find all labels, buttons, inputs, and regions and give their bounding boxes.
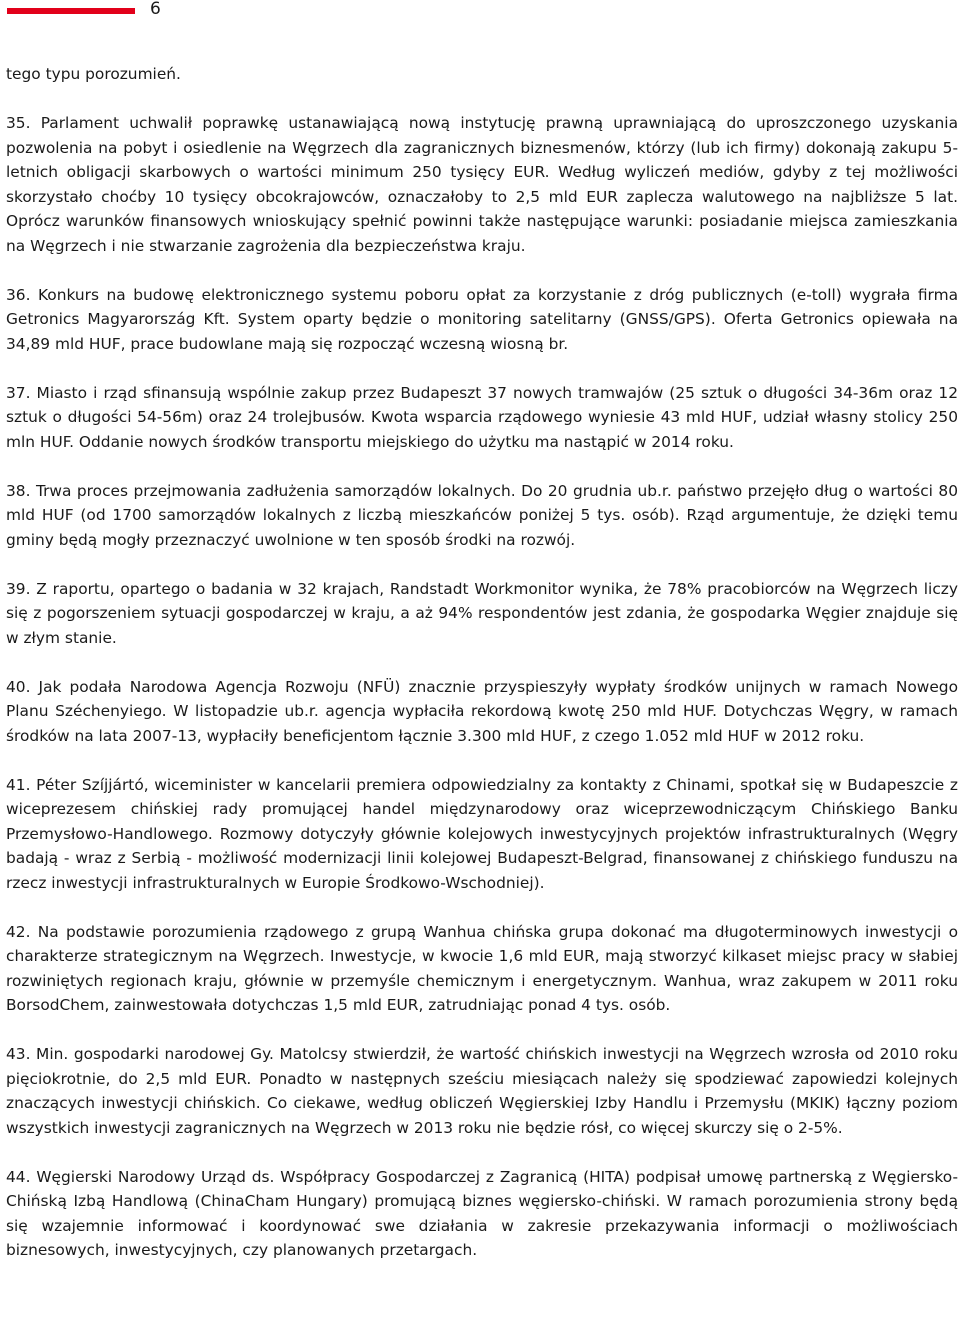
- page-number: 6: [150, 0, 161, 19]
- paragraph-40: 40. Jak podała Narodowa Agencja Rozwoju (NFÜ) znacznie przyspieszyły wypłaty środków unijnych w ramach Nowego Planu Széchenyiego. W listopadzie ub.r. agencja wypłaciła rekordową kwotę 250 mld HUF. Dotychczas Węgry, w ramach środków na lata 2007-13, wypłaciły beneficjentom łącznie 3.300 mld HUF, z czego 1.052 mld HUF w 2012 roku.: [6, 677, 958, 745]
- paragraph-35: 35. Parlament uchwalił poprawkę ustanawiającą nową instytucję prawną uprawniającą do uproszczonego uzyskania pozwolenia na pobyt i osiedlenie na Węgrzech dla zagranicznych biznesmenów, którzy (lub ich firmy) dokonają zakupu 5-letnich obligacji skarbowych o wartości minimum 250 tysięcy EUR. Według wyliczeń mediów, gdyby z tej możliwości skorzystało choćby 10 tysięcy obcokrajowców, oznaczałoby to 2,5 mld EUR zaplecza walutowego na najbliższe 5 lat. Oprócz warunków finansowych wnioskujący spełnić powinni także następujące warunki: posiadanie miejsca zamieszkania na Węgrzech i nie stwarzanie zagrożenia dla bezpieczeństwa kraju.: [6, 114, 958, 255]
- paragraph-44: 44. Węgierski Narodowy Urząd ds. Współpracy Gospodarczej z Zagranicą (HITA) podpisał umowę partnerską z Węgiersko-Chińską Izbą Handlową (ChinaCham Hungary) promującą biznes węgiersko-chiński. W ramach porozumienia strony będą się wzajemnie informować i koordynować swe działania w zakresie przekazywania informacji o możliwościach biznesowych, inwestycyjnych, czy planowanych przetargach.: [6, 1167, 958, 1259]
- paragraph-38: 38. Trwa proces przejmowania zadłużenia samorządów lokalnych. Do 20 grudnia ub.r. państwo przejęło dług o wartości 80 mld HUF (od 1700 samorządów lokalnych z liczbą mieszkańców poniżej 5 tys. osób). Rząd argumentuje, że dzięki temu gminy będą mogły przeznaczyć uwolnione w ten sposób środki na rozwój.: [6, 481, 958, 549]
- paragraph-37: 37. Miasto i rząd sfinansują wspólnie zakup przez Budapeszt 37 nowych tramwajów (25 sztuk o długości 34-36m oraz 12 sztuk o długości 54-56m) oraz 24 trolejbusów. Kwota wsparcia rządowego wyniesie 43 mld HUF, udział własny stolicy 250 mln HUF. Oddanie nowych środków transportu miejskiego do użytku ma nastąpić w 2014 roku.: [6, 383, 958, 451]
- paragraph-36: 36. Konkurs na budowę elektronicznego systemu poboru opłat za korzystanie z dróg publicznych (e-toll) wygrała firma Getronics Magyarország Kft. System oparty będzie o monitoring satelitarny (GNSS/GPS). Oferta Getronics opiewała na 34,89 mld HUF, prace budowlane mają się rozpocząć wczesną wiosną br.: [6, 285, 958, 353]
- page-header: [0, 0, 960, 30]
- paragraph-43: 43. Min. gospodarki narodowej Gy. Matolcsy stwierdził, że wartość chińskich inwestycji na Węgrzech wzrosła od 2010 roku pięciokrotnie, do 2,5 mld EUR. Ponadto w następnych sześciu miesiącach należy się spodziewać zapowiedzi kolejnych znaczących inwestycji chińskich. Co ciekawe, według obliczeń Węgierskiej Izby Handlu i Przemysłu (MKIK) łączny poziom wszystkich inwestycji zagranicznych na Węgrzech w 2013 roku nie będzie rósł, co więcej skurczy się o 2-5%.: [6, 1045, 958, 1137]
- document-body: [6, 62, 958, 1287]
- paragraph-42: 42. Na podstawie porozumienia rządowego z grupą Wanhua chińska grupa dokonać ma długoterminowych inwestycji o charakterze strategicznym na Węgrzech. Inwestycje, w kwocie 1,6 mld EUR, mają stworzyć kilkaset miejsc pracy w słabiej rozwiniętych regionach kraju, głównie w przemyśle chemicznym i energetycznym. Wanhua, wraz zakupem w 2011 roku BorsodChem, zainwestowała dotychczas 1,5 mld EUR, zatrudniając ponad 4 tys. osób.: [6, 922, 958, 1014]
- paragraph-continuation: tego typu porozumień.: [6, 65, 181, 83]
- header-accent-bar: [7, 8, 135, 14]
- paragraph-41: 41. Péter Szíjjártó, wiceminister w kancelarii premiera odpowiedzialny za kontakty z Chinami, spotkał się w Budapeszcie z wiceprezesem chińskiej rady promującej handel międzynarodowy oraz wiceprzewodniczącym Chińskiego Banku Przemysłowo-Handlowego. Rozmowy dotyczyły głównie kolejowych inwestycyjnych projektów infrastrukturalnych (Węgry badają - wraz z Serbią - możliwość modernizacji linii kolejowej Budapeszt-Belgrad, finansowanej z chińskiego funduszu na rzecz inwestycji infrastrukturalnych w Europie Środkowo-Wschodniej).: [6, 775, 958, 892]
- paragraph-39: 39. Z raportu, opartego o badania w 32 krajach, Randstadt Workmonitor wynika, że 78% pracobiorców na Węgrzech liczy się z pogorszeniem sytuacji gospodarczej w kraju, a aż 94% respondentów jest zdania, że gospodarka Węgier znajduje się w złym stanie.: [6, 579, 958, 647]
